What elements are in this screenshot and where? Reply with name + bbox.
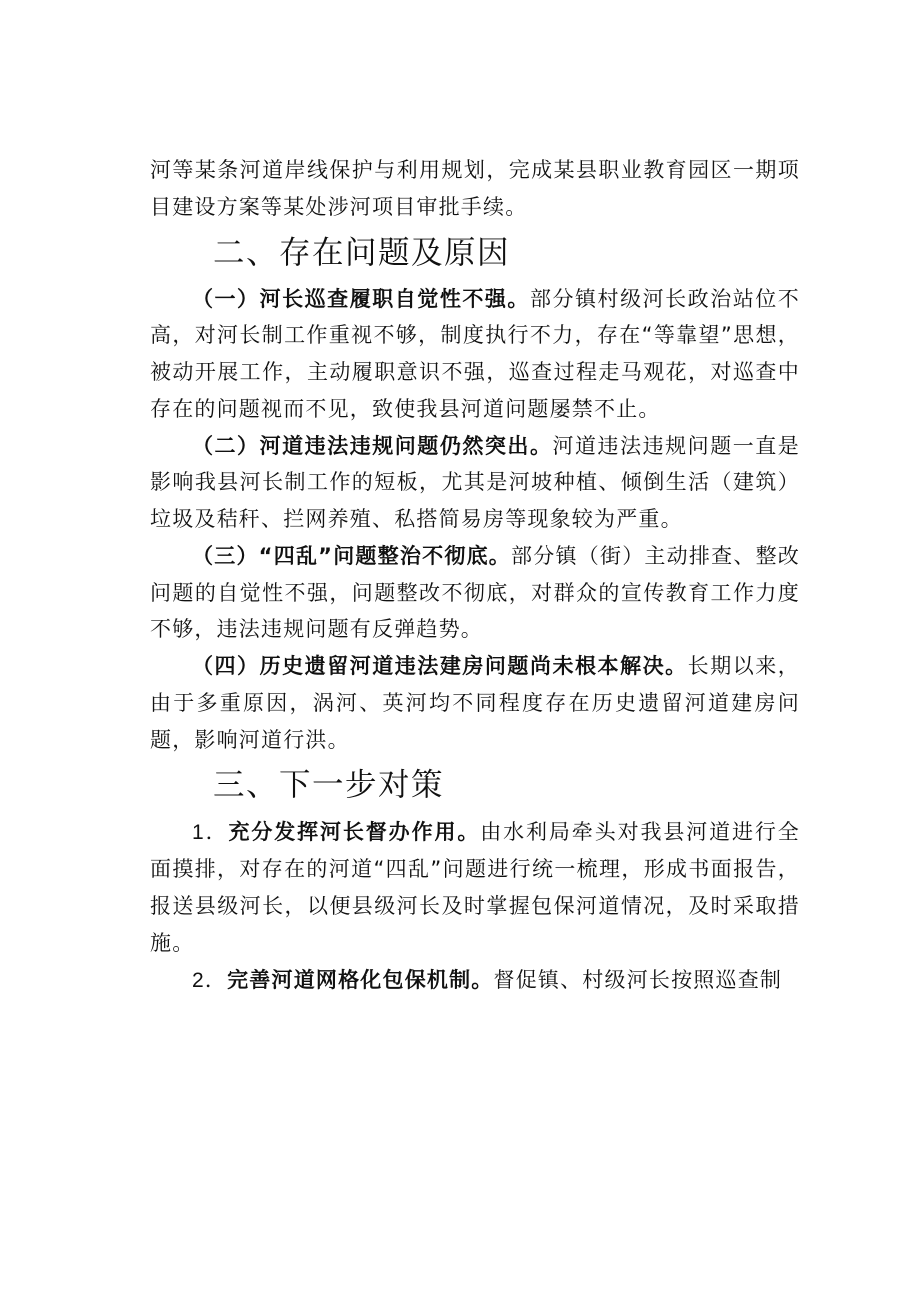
measure-paragraph — [150, 962, 800, 1000]
document-body — [150, 152, 800, 999]
issue-lead: （二）河道违法违规问题仍然突出。 — [192, 433, 553, 458]
issue-lead: （三）“四乱”问题整治不彻底。 — [192, 543, 512, 568]
section-heading-measures: 三、下一步对策 — [213, 767, 445, 804]
issue-paragraph — [150, 538, 800, 648]
measure-number: 2． — [192, 968, 228, 992]
issue-paragraph — [150, 281, 800, 428]
section-heading-problems: 二、存在问题及原因 — [213, 234, 511, 271]
issue-body: 部分镇村级河长政治站位不高，对河长制工作重视不够，制度执行不力，存在“等靠望”思想，被动开展工作，主动履职意识不强，巡查过程走马观花，对巡查中存在的问题视而不见，致使我县河道问题屡禁不止。 — [150, 286, 801, 421]
issue-body: 部分镇（街）主动排查、整改问题的自觉性不强，问题整改不彻底，对群众的宣传教育工作力度不够，违法违规问题有反弹趋势。 — [150, 543, 800, 642]
issue-paragraph — [150, 428, 800, 538]
issue-body: 长期以来，由于多重原因，涡河、英河均不同程度存在历史遗留河道建房问题，影响河道行洪。 — [150, 654, 800, 752]
measure-lead: 完善河道网格化包保机制。 — [227, 967, 494, 992]
issue-body: 河道违法违规问题一直是影响我县河长制工作的短板，尤其是河坡种植、倾倒生活（建筑）垃圾及秸秆、拦网养殖、私搭简易房等现象较为严重。 — [150, 433, 801, 532]
measure-number: 1． — [192, 820, 229, 844]
issue-paragraph — [150, 648, 800, 758]
measure-lead: 充分发挥河长督办作用。 — [228, 819, 481, 844]
measure-paragraph — [150, 814, 800, 962]
intro-paragraph: 河等某条河道岸线保护与利用规划，完成某县职业教育园区一期项目建设方案等某处涉河项目审批手续。 — [150, 158, 800, 219]
measure-body: 由水利局牵头对我县河道进行全面摸排，对存在的河道“四乱”问题进行统一梳理，形成书面报告，报送县级河长，以便县级河长及时掌握包保河道情况，及时采取措施。 — [150, 819, 800, 955]
issue-lead: （四）历史遗留河道违法建房问题尚未根本解决。 — [192, 654, 688, 679]
issue-lead: （一）河长巡查履职自觉性不强。 — [192, 286, 530, 311]
measure-body: 督促镇、村级河长按照巡查制 — [493, 967, 783, 992]
